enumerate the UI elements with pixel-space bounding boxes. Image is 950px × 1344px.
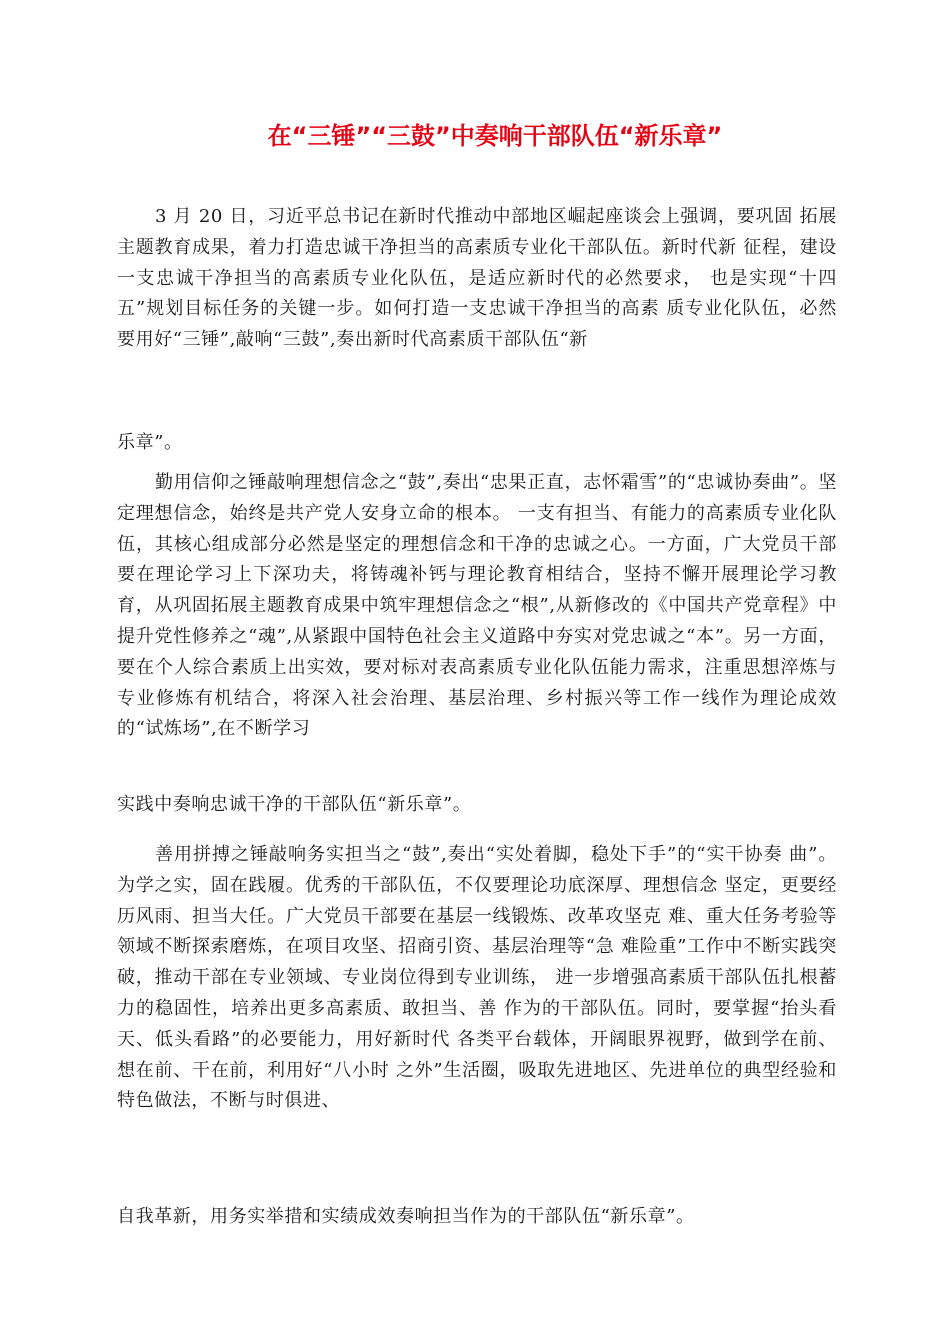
paragraph-1-continuation: 乐章”。 [117,432,183,453]
paragraph-3-continuation: 自我革新，用务实举措和实绩成效奏响担当作为的干部队伍“新乐章”。 [117,1206,695,1227]
paragraph-1: 3 月 20 日，习近平总书记在新时代推动中部地区崛起座谈会上强调，要巩固 拓展主题教育成果，着力打造忠诚干净担当的高素质专业化干部队伍。新时代新 征程，建设一支忠诚干净担当的高素质专业化队伍，是适应新时代的必然要求， 也是实现“十四五”规划目标任务的关键一步。如何打造一支忠诚干净担当的高素 质专业化队伍，必然要用好“三锤”,敲响“三鼓”,奏出新时代高素质干部队伍“新 [117,206,837,351]
paragraph-2-continuation: 实践中奏响忠诚干净的干部队伍“新乐章”。 [117,794,472,815]
paragraph-3: 善用拼搏之锤敲响务实担当之“鼓”,奏出“实处着脚，稳处下手”的“实干协奏 曲”。为学之实，固在践履。优秀的干部队伍，不仅要理论功底深厚、理想信念 坚定，更要经历风雨、担当大任。广大党员干部要在基层一线锻炼、改革攻坚克 难、重大任务考验等领域不断探索磨炼，在项目攻坚、招商引资、基层治理等“急 难险重”工作中不断实践突破，推动干部在专业领域、专业岗位得到专业训练， 进一步增强高素质干部队伍扎根蓄力的稳固性，培养出更多高素质、敢担当、善 作为的干部队伍。同时，要掌握“抬头看天、低头看路”的必要能力，用好新时代 各类平台载体，开阔眼界视野，做到学在前、想在前、干在前，利用好“八小时 之外”生活圈，吸取先进地区、先进单位的典型经验和特色做法，不断与时俱进、 [117,844,837,1112]
document-title: 在“三锤”“三鼓”中奏响干部队伍“新乐章” [267,122,723,150]
paragraph-2: 勤用信仰之锤敲响理想信念之“鼓”,奏出“忠果正直，志怀霜雪”的“忠诚协奏曲”。坚定理想信念，始终是共产党人安身立命的根本。 一支有担当、有能力的高素质专业化队伍，其核心组成部分必然是坚定的理想信念和干净的忠诚之心。一方面，广大党员干部要在理论学习上下深功夫，将铸魂补钙与理论教育相结合，坚持不懈开展理论学习教育，从巩固拓展主题教育成果中筑牢理想信念之“根”,从新修改的《中国共产党章程》中提升党性修养之“魂”,从紧跟中国特色社会主义道路中夯实对党忠诚之“本”。另一方面，要在个人综合素质上出实效，要对标对表高素质专业化队伍能力需求，注重思想淬炼与专业修炼有机结合，将深入社会治理、基层治理、乡村振兴等工作一线作为理论成效的“试炼场”,在不断学习 [117,472,837,740]
